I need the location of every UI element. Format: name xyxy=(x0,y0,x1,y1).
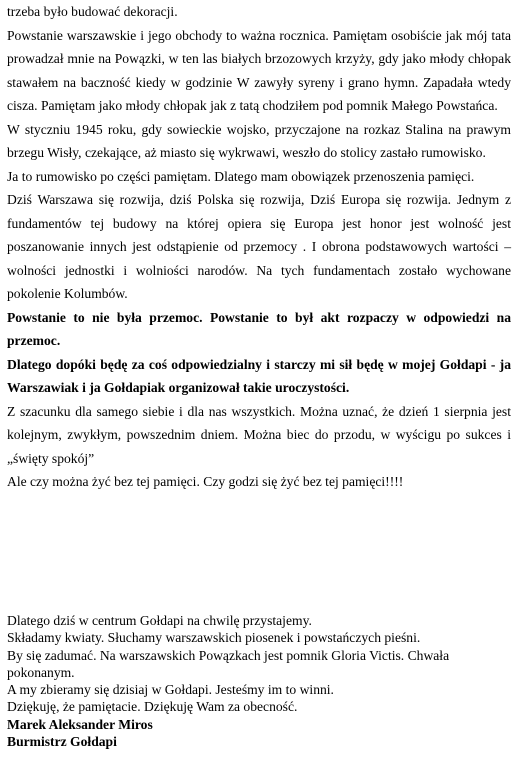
closing-line: By się zadumać. Na warszawskich Powązkach jest pomnik Gloria Victis. Chwała pokonanym. xyxy=(7,647,450,680)
closing-section xyxy=(7,612,511,750)
paragraph-bold-goldap: Dlatego dopóki będę za coś odpowiedzialny i starczy mi sił będę w mojej Gołdapi - ja Warszawiak i ja Gołdapiak organizował takie uroczystości. xyxy=(7,356,511,395)
paragraph-pamiec: Ale czy można żyć bez tej pamięci. Czy godzi się żyć bez tej pamięci!!!! xyxy=(7,474,404,489)
paragraph-europa: Dziś Warszawa się rozwija, dziś Polska się rozwija, Dziś Europa się rozwija. Jednym z fundamentów tej budowy na której opiera się Europa jest honor jest wolność jest poszanowanie innych jest odstąpienie od przemocy . I obrona podstawowych wartości – wolności jednostki i wolniości narodów. Na tych fundamentach zostało wychowane pokolenie Kolumbów. xyxy=(7,192,511,301)
paragraph-bold-przemoc: Powstanie to nie była przemoc. Powstanie to był akt rozpaczy w odpowiedzi na przemoc. xyxy=(7,309,511,348)
closing-line: A my zbieramy się dzisiaj w Gołdapi. Jesteśmy im to winni. xyxy=(7,682,334,698)
closing-line: Dlatego dziś w centrum Gołdapi na chwilę przystajemy. xyxy=(7,613,312,628)
speech-body xyxy=(7,0,511,494)
paragraph-szacunek: Z szacunku dla samego siebie i dla nas wszystkich. Można uznać, że dzień 1 sierpnia jest kolejnym, zwykłym, powszednim dniem. Można biec do przodu, w wyścigu po sukces i „święty spokój” xyxy=(7,403,511,466)
paragraph-rocznica: Powstanie warszawskie i jego obchody to ważna rocznica. Pamiętam osobiście jak mój tata prowadzał mnie na Powązki, w ten las białych brzozowych krzyży, gdy jako młody chłopak stawałem na baczność kiedy w godzinie W zawyły syreny i grano hymn. Zapadała wtedy cisza. Pamiętam jako młody chłopak jak z tatą chodziłem pod pomnik Małego Powstańca. xyxy=(7,27,511,113)
paragraph-continuation: trzeba było budować dekoracji. xyxy=(7,4,178,19)
paragraph-rumowisko: Ja to rumowisko po części pamiętam. Dlatego mam obowiązek przenoszenia pamięci. xyxy=(7,168,475,184)
signature-name: Marek Aleksander Miros xyxy=(7,716,153,732)
closing-line: Dziękuję, że pamiętacie. Dziękuję Wam za obecność. xyxy=(7,699,298,715)
signature-title: Burmistrz Gołdapi xyxy=(7,734,117,750)
closing-line: Składamy kwiaty. Słuchamy warszawskich piosenek i powstańczych pieśni. xyxy=(7,630,421,646)
paragraph-styczen-1945: W styczniu 1945 roku, gdy sowieckie wojsko, przyczajone na rozkaz Stalina na prawym brzegu Wisły, czekające, aż miasto się wykrwawi, weszło do stolicy zastało rumowisko. xyxy=(7,121,511,160)
